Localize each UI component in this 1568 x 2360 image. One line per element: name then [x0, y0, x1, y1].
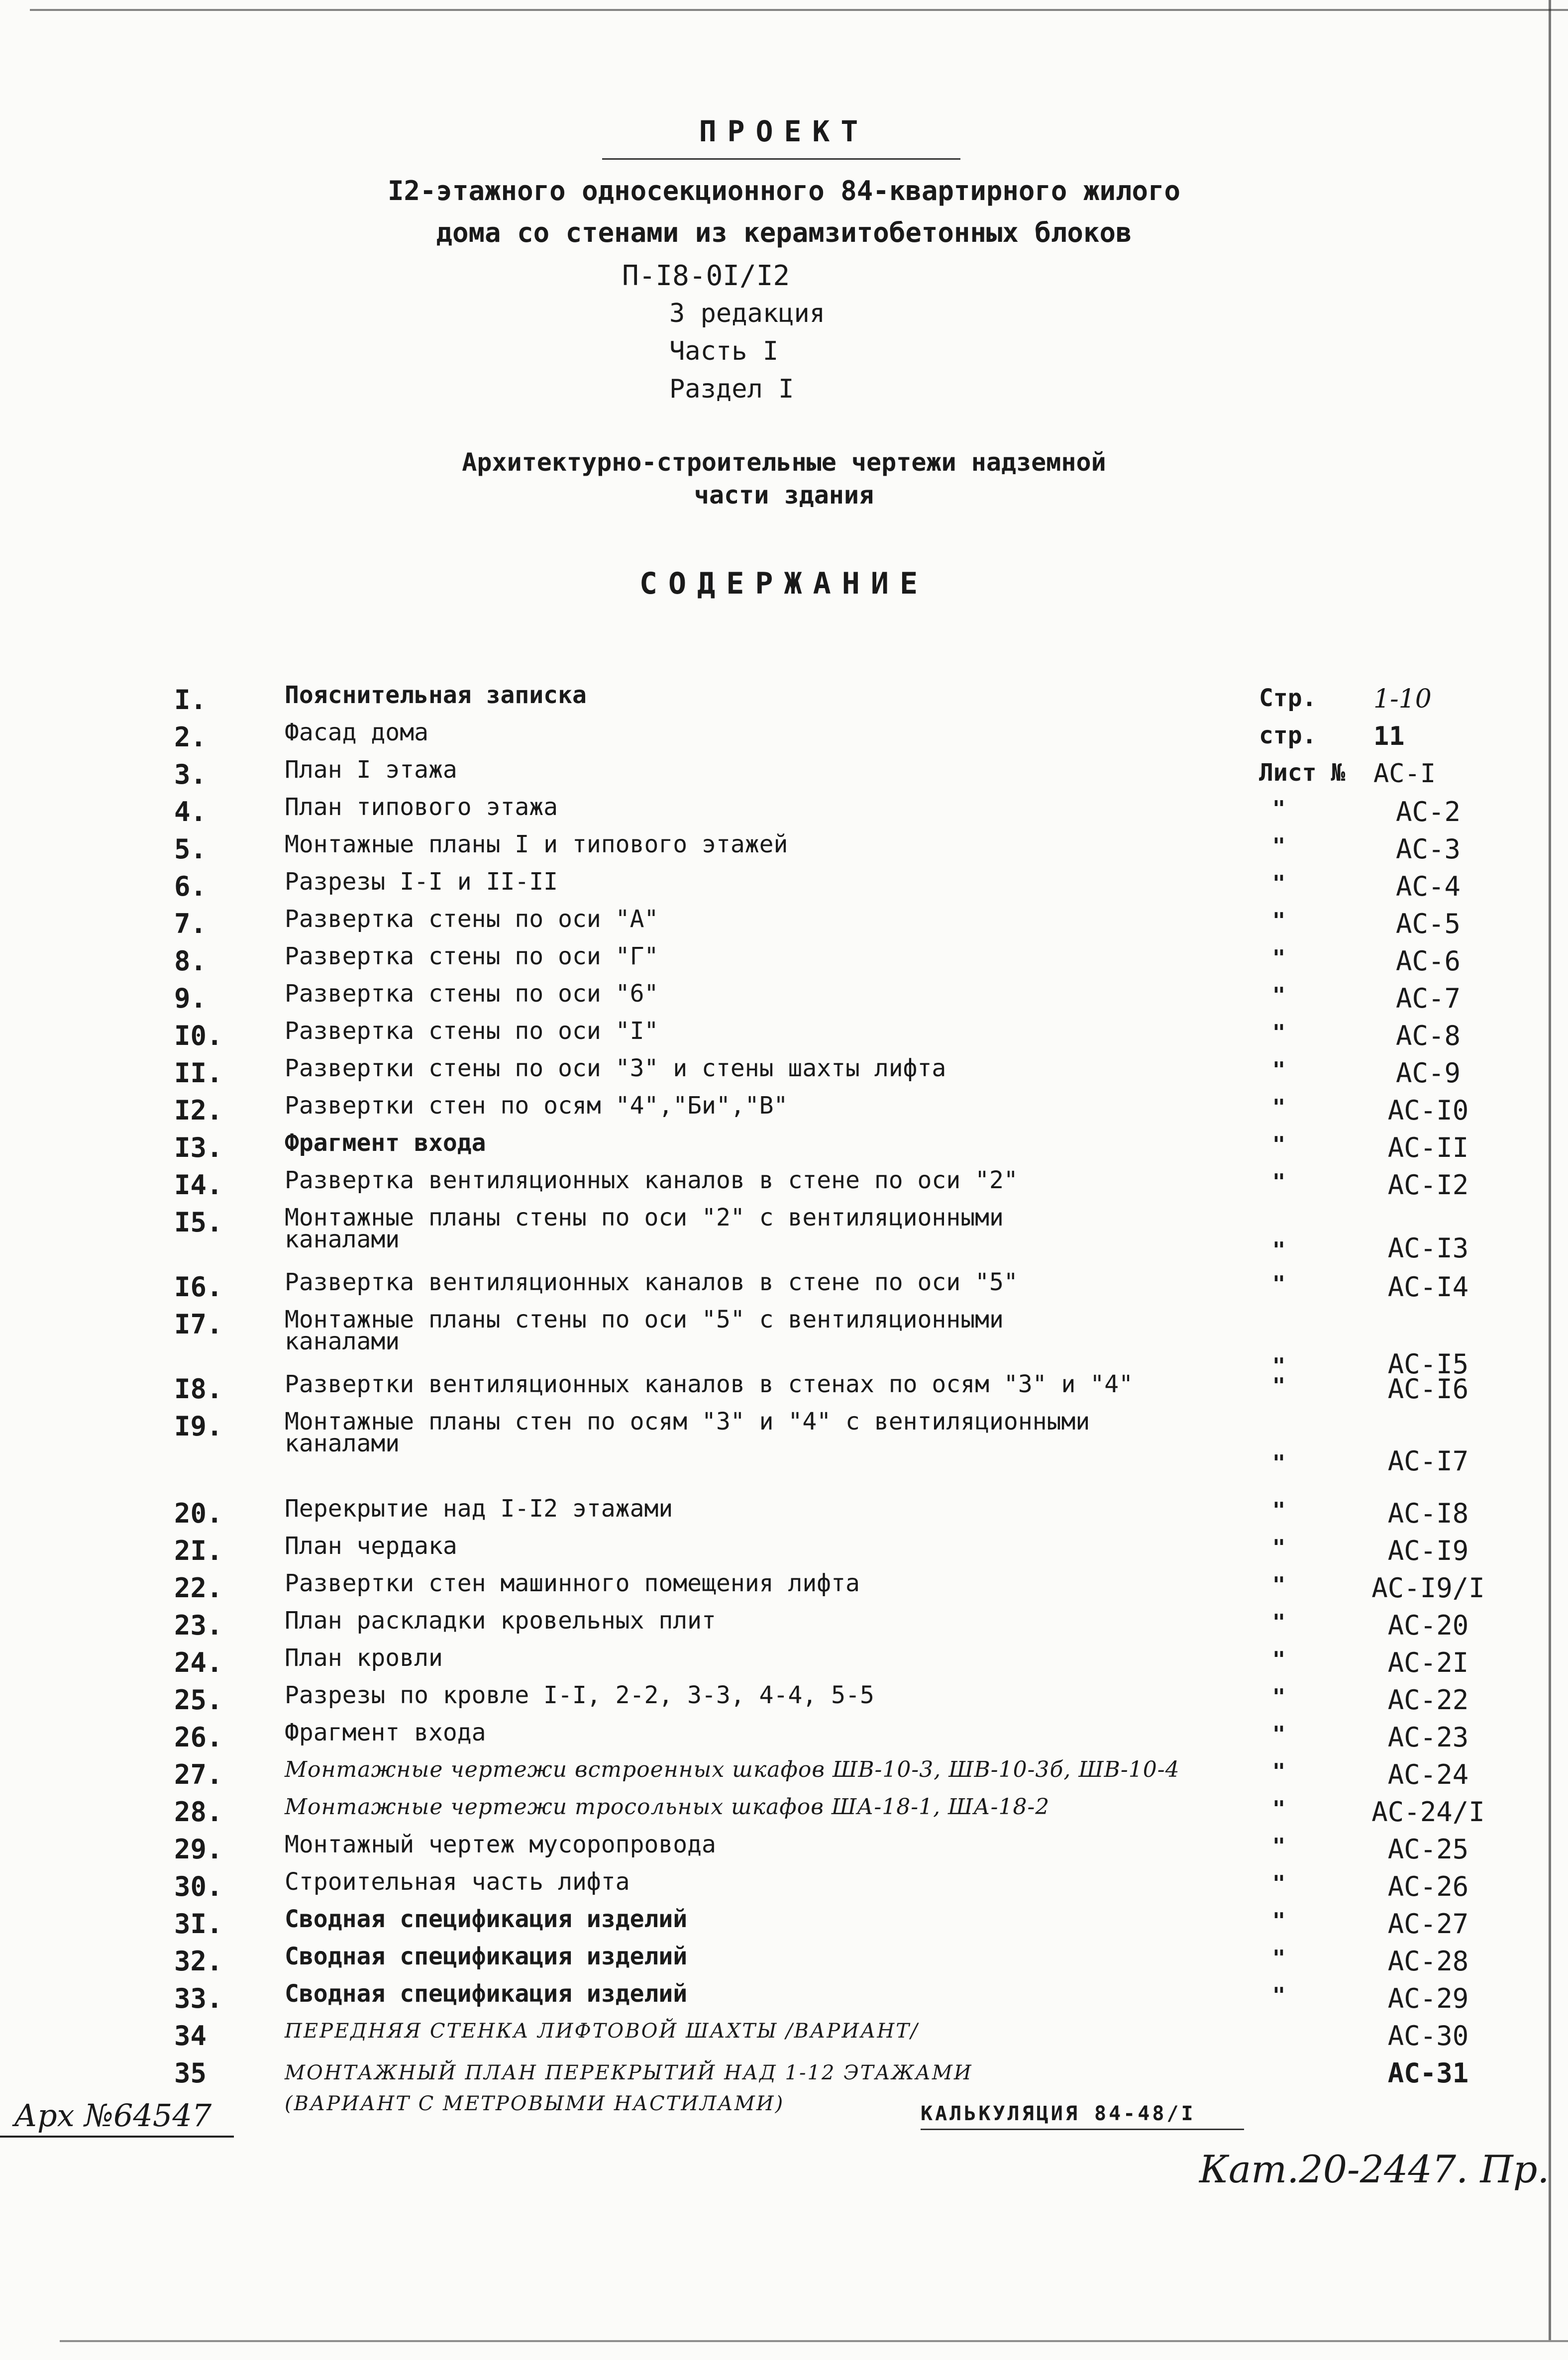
row-number: I7.	[174, 1309, 223, 1340]
heading-underline	[602, 158, 960, 160]
row-title: Развертка стены по оси "6"	[285, 980, 659, 1008]
row-ditto-mark: "	[1272, 1169, 1286, 1195]
row-title: Развертка вентиляционных каналов в стене по оси "2"	[285, 1166, 1018, 1194]
row-ditto-mark: "	[1272, 796, 1286, 821]
row-number: 27.	[174, 1759, 223, 1790]
row-number: I.	[174, 684, 207, 716]
row-number: I6.	[174, 1271, 223, 1303]
row-title: Развертки вентиляционных каналов в стенах по осям "3" и "4"	[285, 1370, 1134, 1398]
row-ditto-mark: "	[1272, 1610, 1286, 1635]
row-number: 34	[174, 2020, 207, 2052]
row-sheet: АС-6	[1395, 945, 1461, 977]
calculation-reference: КАЛЬКУЛЯЦИЯ 84-48/I	[921, 2102, 1196, 2125]
row-sheet: АС-9	[1395, 1057, 1461, 1089]
drawings-title-line-2: части здания	[694, 481, 874, 510]
row-ditto-mark: "	[1272, 1722, 1286, 1747]
row-sheet: АС-2	[1395, 796, 1461, 827]
row-number: I5.	[174, 1207, 223, 1238]
row-title: Монтажные планы стены по оси "2" с вентиляционными каналами	[285, 1204, 1004, 1253]
row-title: Монтажные планы стен по осям "3" и "4" с вентиляционными каналами	[285, 1408, 1090, 1457]
row-ditto-mark: "	[1272, 1684, 1286, 1710]
row-ditto-mark: "	[1272, 983, 1286, 1008]
row-sheet: АС-4	[1395, 871, 1461, 902]
row-title: МОНТАЖНЫЙ ПЛАН ПЕРЕКРЫТИЙ НАД 1-12 ЭТАЖАМИ (ВАРИАНТ С МЕТРОВЫМИ НАСТИЛАМИ)	[285, 2061, 973, 2115]
row-title: Монтажные чертежи тросольных шкафов ША-18-1, ША-18-2	[285, 1794, 1050, 1820]
row-title: ПЕРЕДНЯЯ СТЕНКА ЛИФТОВОЙ ШАХТЫ /ВАРИАНТ/	[285, 2020, 919, 2043]
row-ditto-mark: "	[1272, 871, 1286, 896]
row-ditto-mark: "	[1272, 1983, 1286, 2008]
drawings-title-line-1: Архитектурно-строительные чертежи надземной	[462, 448, 1106, 477]
row-sheet-label: Лист №	[1259, 759, 1346, 787]
row-title: Развертка вентиляционных каналов в стене по оси "5"	[285, 1268, 1018, 1296]
row-sheet: АС-23	[1387, 1722, 1469, 1753]
row-title: Развертки стены по оси "3" и стены шахты лифта	[285, 1054, 946, 1082]
row-number: II.	[174, 1057, 223, 1089]
contents-heading: СОДЕРЖАНИЕ	[639, 566, 929, 601]
row-ditto-mark: "	[1272, 945, 1286, 971]
row-sheet: АС-8	[1395, 1020, 1461, 1051]
row-number: I2.	[174, 1095, 223, 1126]
row-title: Развертки стен по осям "4","Би","В"	[285, 1092, 788, 1120]
row-sheet: АС-29	[1387, 1983, 1469, 2014]
row-number: 22.	[174, 1572, 223, 1604]
page-bottom-edge	[60, 2340, 1568, 2342]
project-heading: ПРОЕКТ	[699, 114, 869, 148]
row-sheet: АС-30	[1387, 2020, 1469, 2052]
signature-note: Кат.20-2447. Пр.	[1199, 2147, 1550, 2191]
row-ditto-mark: "	[1272, 1373, 1286, 1399]
row-sheet: АС-24/I	[1371, 1796, 1485, 1828]
row-number: 7.	[174, 908, 207, 939]
row-number: I8.	[174, 1373, 223, 1405]
row-number: 3I.	[174, 1908, 223, 1940]
row-number: 5.	[174, 833, 207, 865]
row-number: I3.	[174, 1132, 223, 1163]
row-sheet: АС-3	[1395, 833, 1461, 865]
row-title: Сводная спецификация изделий	[285, 1943, 688, 1970]
row-title: План типового этажа	[285, 793, 558, 821]
row-number: 8.	[174, 945, 207, 977]
row-number: 25.	[174, 1684, 223, 1716]
row-sheet: АС-20	[1387, 1610, 1469, 1641]
row-number: 33.	[174, 1983, 223, 2014]
row-title: Фасад дома	[285, 718, 428, 746]
row-ditto-mark: "	[1272, 1834, 1286, 1859]
row-sheet: АС-I9	[1387, 1535, 1469, 1566]
row-sheet: АС-27	[1387, 1908, 1469, 1940]
row-sheet: АС-5	[1395, 908, 1461, 939]
row-sheet: АС-I6	[1387, 1373, 1469, 1405]
archive-underline	[0, 2136, 234, 2138]
row-sheet: АС-7	[1395, 983, 1461, 1014]
row-title: Развертка стены по оси "I"	[285, 1017, 659, 1045]
project-subtitle-line-1: I2-этажного односекционного 84-квартирного жилого	[387, 175, 1181, 206]
row-title: Фрагмент входа	[285, 1719, 486, 1746]
row-sheet: АС-I9/I	[1371, 1572, 1485, 1604]
project-subtitle-line-2: дома со стенами из керамзитобетонных блоков	[436, 217, 1132, 248]
row-title: Монтажные планы I и типового этажей	[285, 830, 788, 858]
project-edition: 3 редакция	[669, 299, 826, 328]
row-sheet: АС-22	[1387, 1684, 1469, 1716]
row-number: 6.	[174, 871, 207, 902]
row-title: Монтажные планы стены по оси "5" с вентиляционными каналами	[285, 1306, 1004, 1355]
row-title: Разрезы I-I и II-II	[285, 868, 558, 896]
row-sheet: АС-I8	[1387, 1498, 1469, 1529]
row-ditto-mark: "	[1272, 1095, 1286, 1120]
page-top-edge	[30, 9, 1568, 11]
row-ditto-mark: "	[1272, 1871, 1286, 1896]
row-number: 24.	[174, 1647, 223, 1678]
row-page-value: 11	[1373, 721, 1405, 751]
row-ditto-mark: "	[1272, 1020, 1286, 1045]
row-sheet: АС-31	[1387, 2057, 1469, 2089]
row-sheet: АС-28	[1387, 1946, 1469, 1977]
row-title: План I этажа	[285, 756, 457, 784]
row-ditto-mark: "	[1272, 1647, 1286, 1672]
row-ditto-mark: "	[1272, 1498, 1286, 1523]
row-page-label: Стр.	[1259, 684, 1317, 712]
row-page-label: стр.	[1259, 721, 1317, 749]
row-number: 26.	[174, 1722, 223, 1753]
row-number: 3.	[174, 759, 207, 790]
row-ditto-mark: "	[1272, 1353, 1286, 1379]
row-ditto-mark: "	[1272, 1946, 1286, 1971]
row-ditto-mark: "	[1272, 1271, 1286, 1297]
row-ditto-mark: "	[1272, 1057, 1286, 1083]
row-number: 2.	[174, 721, 207, 753]
row-ditto-mark: "	[1272, 908, 1286, 933]
row-number: 2I.	[174, 1535, 223, 1566]
row-sheet: АС-25	[1387, 1834, 1469, 1865]
row-title: Развертки стен машинного помещения лифта	[285, 1569, 860, 1597]
row-title: Перекрытие над I-I2 этажами	[285, 1495, 673, 1523]
page-right-edge	[1549, 0, 1551, 2340]
row-title: Разрезы по кровле I-I, 2-2, 3-3, 4-4, 5-5	[285, 1681, 874, 1709]
calculation-underline	[921, 2129, 1244, 2130]
row-number: 35	[174, 2057, 207, 2089]
row-sheet: АС-I4	[1387, 1271, 1469, 1303]
row-title: План чердака	[285, 1532, 457, 1560]
row-title: Фрагмент входа	[285, 1129, 486, 1157]
row-title: Строительная часть лифта	[285, 1868, 630, 1896]
row-title: План кровли	[285, 1644, 443, 1672]
row-title: Сводная спецификация изделий	[285, 1980, 688, 2008]
row-title: Монтажные чертежи встроенных шкафов ШВ-10-3, ШВ-10-3б, ШВ-10-4	[285, 1757, 1180, 1782]
project-part: Часть I	[669, 336, 779, 366]
row-sheet: АС-26	[1387, 1871, 1469, 1902]
row-number: I0.	[174, 1020, 223, 1051]
row-ditto-mark: "	[1272, 833, 1286, 859]
row-sheet: АС-I	[1373, 759, 1436, 789]
row-title: Развертка стены по оси "А"	[285, 905, 659, 933]
row-sheet: АС-II	[1387, 1132, 1469, 1163]
row-sheet: АС-I5	[1387, 1348, 1469, 1380]
row-number: 29.	[174, 1834, 223, 1865]
row-sheet: АС-24	[1387, 1759, 1469, 1790]
row-title: Сводная спецификация изделий	[285, 1905, 688, 1933]
row-ditto-mark: "	[1272, 1132, 1286, 1157]
row-sheet: АС-2I	[1387, 1647, 1469, 1678]
row-ditto-mark: "	[1272, 1572, 1286, 1598]
row-sheet: АС-I7	[1387, 1445, 1469, 1477]
row-ditto-mark: "	[1272, 1237, 1286, 1263]
row-sheet: АС-I0	[1387, 1095, 1469, 1126]
row-ditto-mark: "	[1272, 1535, 1286, 1560]
row-number: 28.	[174, 1796, 223, 1828]
row-title: Развертка стены по оси "Г"	[285, 942, 659, 970]
row-title: План раскладки кровельных плит	[285, 1607, 716, 1635]
row-title: Пояснительная записка	[285, 681, 587, 709]
row-sheet: АС-I2	[1387, 1169, 1469, 1201]
row-number: 20.	[174, 1498, 223, 1529]
row-number: 30.	[174, 1871, 223, 1902]
row-number: 32.	[174, 1946, 223, 1977]
row-sheet: АС-I3	[1387, 1232, 1469, 1264]
project-section: Раздел I	[669, 374, 794, 404]
row-number: I4.	[174, 1169, 223, 1201]
row-number: I9.	[174, 1411, 223, 1442]
row-page-value: 1-10	[1373, 684, 1432, 714]
row-number: 23.	[174, 1610, 223, 1641]
row-ditto-mark: "	[1272, 1759, 1286, 1784]
row-ditto-mark: "	[1272, 1908, 1286, 1934]
row-number: 4.	[174, 796, 207, 827]
row-ditto-mark: "	[1272, 1796, 1286, 1822]
row-title: Монтажный чертеж мусоропровода	[285, 1831, 716, 1858]
row-number: 9.	[174, 983, 207, 1014]
archive-number-note: Арх №64547	[14, 2097, 212, 2134]
project-code: П-I8-0I/I2	[622, 260, 790, 292]
row-ditto-mark: "	[1272, 1450, 1286, 1476]
